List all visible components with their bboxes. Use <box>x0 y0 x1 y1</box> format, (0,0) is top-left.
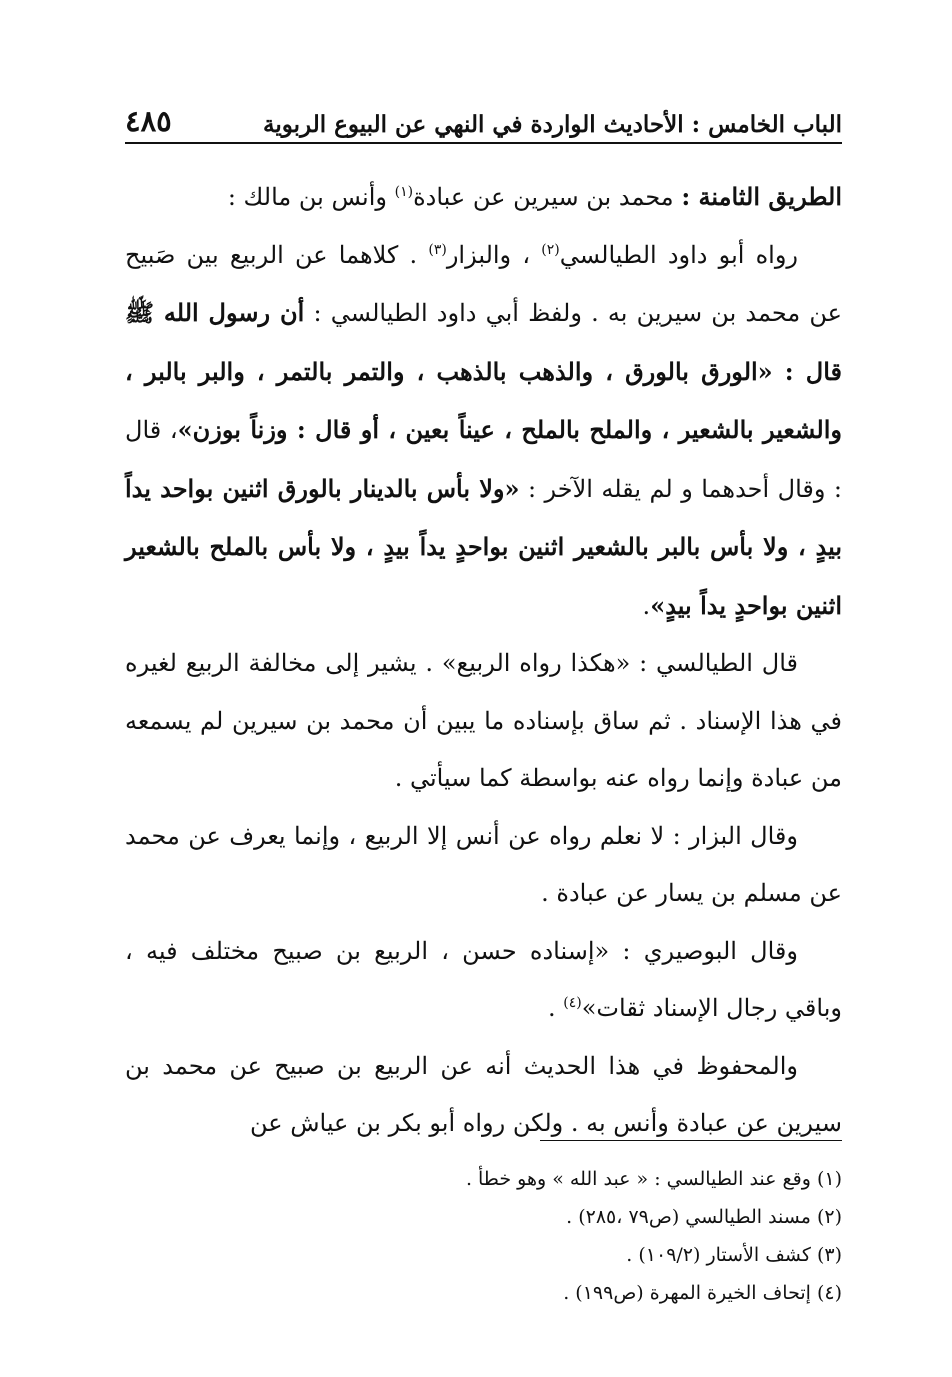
paragraph-2: رواه أبو داود الطيالسي$^{(٢)}$ ، والبزار$^{(٣)}$ . كلاهما عن الربيع بين صَبيح عن محمد بن سيرين به . ولفظ أبي داود الطيالسي : أن رسول الله ﷺ قال : «الورق بالورق ، والذهب بالذهب ، والتمر بالتمر ، والبر بالبر ، والشعير بالشعير ، والملح بالملح ، عيناً بعين ، أو قال : وزناً بوزن»، قال : وقال أحدهما و لم يقله الآخر : «ولا بأس بالدينار بالورق اثنين بواحد يداً بيدٍ ، ولا بأس بالبر بالشعير اثنين بواحدٍ يداً بيدٍ ، ولا بأس بالملح بالشعير اثنين بواحدٍ يداً بيدٍ». <box>125 240 842 620</box>
chapter-title: الباب الخامس : الأحاديث الواردة في النهي عن البيوع الربوية <box>263 111 842 138</box>
footnote-2: (٢) مسند الطيالسي (ص٧٩ ،٢٨٥) . <box>566 1206 842 1228</box>
footnote-3: (٣) كشف الأستار (١٠٩/٢) . <box>626 1244 842 1266</box>
running-header <box>125 98 842 144</box>
paragraph-3: قال الطيالسي : «هكذا رواه الربيع» . يشير إلى مخالفة الربيع لغيره في هذا الإسناد . ثم ساق بإسناده ما يبين أن محمد بن سيرين لم يسمعه من عبادة وإنما رواه عنه بواسطة كما سيأتي . <box>125 649 842 792</box>
page-number: ٤٨٥ <box>125 104 172 138</box>
paragraph-6: والمحفوظ في هذا الحديث أنه عن الربيع بن صبيح عن محمد بن سيرين عن عبادة وأنس به . ولكن رواه أبو بكر بن عياش عن <box>125 1051 842 1137</box>
footnote-ref-3: (٣) <box>428 241 447 258</box>
hadith-text-2: «ولا بأس بالدينار بالورق اثنين بواحد يداً بيدٍ ، ولا بأس بالبر بالشعير اثنين بواحدٍ يداً بيدٍ ، ولا بأس بالملح بالشعير اثنين بواحدٍ يداً بيدٍ» <box>125 473 842 620</box>
paragraph-5: وقال البوصيري : «إسناده حسن ، الربيع بن صبيح مختلف فيه ، وباقي رجال الإسناد ثقات»$^{(٤)}$ . <box>125 936 842 1022</box>
main-text <box>125 168 842 1153</box>
paragraph-1: الطريق الثامنة : محمد بن سيرين عن عبادة$^{(١)}$ وأنس بن مالك : <box>227 182 842 211</box>
footnote-ref-1: (١) <box>394 184 414 200</box>
hadith-text-1: أن رسول الله ﷺ قال : «الورق بالورق ، والذهب بالذهب ، والتمر بالتمر ، والبر بالبر ، والشعير بالشعير ، والملح بالملح ، عيناً بعين ، أو قال : وزناً بوزن» <box>125 298 842 444</box>
paragraph-4: وقال البزار : لا نعلم رواه عن أنس إلا الربيع ، وإنما يعرف عن محمد عن مسلم بن يسار عن عبادة . <box>125 821 842 907</box>
footnote-1: (١) وقع عند الطيالسي : « عبد الله » وهو خطأ . <box>465 1168 842 1190</box>
footnote-divider <box>540 1140 842 1141</box>
footnote-ref-4: (٤) <box>563 995 582 1011</box>
section-heading: الطريق الثامنة : <box>681 182 842 211</box>
footnote-ref-2: (٢) <box>541 241 560 258</box>
footnotes <box>125 1160 842 1312</box>
footnote-4: (٤) إتحاف الخيرة المهرة (ص١٩٩) . <box>563 1282 842 1304</box>
